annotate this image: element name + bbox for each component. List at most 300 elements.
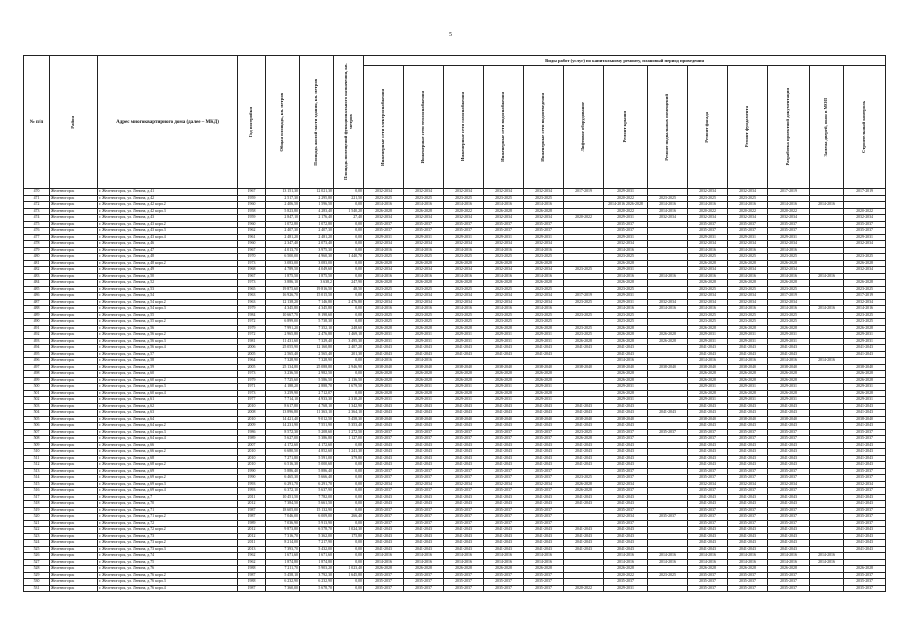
row-work-period: 2032-2034 — [404, 299, 444, 306]
row-work-period: 2035-2037 — [844, 572, 886, 579]
row-year: 1960 — [238, 221, 266, 228]
row-work-period: 2041-2043 — [524, 410, 564, 417]
row-work-period: 2029-2031 — [728, 234, 768, 241]
row-work-period: 2026-2028 — [484, 371, 524, 378]
row-work-period: 2029-2031 — [444, 384, 484, 391]
row-district: Железногорск — [50, 345, 98, 352]
row-work-period: 2014-2016 — [688, 202, 728, 209]
row-number: 478 — [24, 241, 50, 248]
row-address: г. Железногорск, ул. Ленина, д.71 корп.2 — [98, 514, 238, 521]
row-work-period: 2035-2037 — [364, 436, 404, 443]
row-living-area: 15 015,50 — [300, 293, 334, 300]
row-work-period: 2035-2037 — [728, 475, 768, 482]
row-total-area: 2 481,20 — [266, 234, 300, 241]
row-work-period: 2032-2034 — [484, 215, 524, 222]
row-work-period: 2014-2016 — [444, 247, 484, 254]
row-year: 1960 — [238, 241, 266, 248]
row-work-period: 2014-2016 — [648, 553, 688, 560]
row-nonresidential-area: 0,00 — [334, 540, 364, 547]
row-work-period: 2041-2043 — [364, 455, 404, 462]
row-work-period: 2032-2034 — [404, 241, 444, 248]
row-nonresidential-area: 1 023,40 — [334, 566, 364, 573]
row-work-period: 2014-2016 — [810, 559, 844, 566]
row-district: Железногорск — [50, 540, 98, 547]
row-year: 1972 — [238, 319, 266, 326]
row-living-area: 6 009,00 — [300, 514, 334, 521]
row-living-area: 5 386,80 — [300, 436, 334, 443]
row-total-area: 7 725,60 — [266, 377, 300, 384]
row-work-period: 2041-2043 — [524, 345, 564, 352]
row-work-period: 2035-2037 — [364, 488, 404, 495]
row-work-period: 2041-2043 — [688, 462, 728, 469]
row-nonresidential-area: 2 476,80 — [334, 299, 364, 306]
row-year: 1967 — [238, 189, 266, 196]
row-district: Железногорск — [50, 397, 98, 404]
row-work-period: 2014-2016 — [524, 559, 564, 566]
row-work-period: 2035-2037 — [844, 488, 886, 495]
row-work-period: 2035-2037 — [688, 520, 728, 527]
row-address: г. Железногорск, ул. Ленина, д.62 — [98, 403, 238, 410]
row-work-period: 2026-2028 — [688, 280, 728, 287]
row-work-period: 2020-2022 — [604, 208, 648, 215]
row-year: 1984 — [238, 312, 266, 319]
row-nonresidential-area: 0,00 — [334, 553, 364, 560]
row-work-period: 2041-2043 — [364, 540, 404, 547]
row-work-period: 2038-2040 — [648, 364, 688, 371]
row-number: 515 — [24, 481, 50, 488]
row-work-period: 2026-2028 — [604, 260, 648, 267]
row-work-period: 2035-2037 — [688, 436, 728, 443]
row-work-period: 2041-2043 — [364, 345, 404, 352]
row-work-period: 2041-2043 — [688, 442, 728, 449]
row-living-area: 6 232,90 — [300, 579, 334, 586]
row-work-period: 2032-2034 — [444, 189, 484, 196]
row-year: 2012 — [238, 533, 266, 540]
row-work-period: 2035-2037 — [364, 429, 404, 436]
row-work-period: 2041-2043 — [604, 423, 648, 430]
row-work-period: 2041-2043 — [444, 423, 484, 430]
row-work-period: 2029-2031 — [844, 332, 886, 339]
row-work-period: 2026-2028 — [524, 280, 564, 287]
row-year: 1977 — [238, 397, 266, 404]
row-total-area: 8 214,00 — [266, 540, 300, 547]
row-work-period: 2029-2031 — [484, 384, 524, 391]
row-work-period: 2026-2028 — [404, 280, 444, 287]
row-number: 484 — [24, 280, 50, 287]
row-year: 1958 — [238, 208, 266, 215]
row-year: 1961 — [238, 234, 266, 241]
row-work-period: 2017-2019 — [844, 189, 886, 196]
row-work-period: 2029-2031 — [404, 234, 444, 241]
row-work-period: 2032-2034 — [524, 481, 564, 488]
row-work-period: 2026-2028 — [364, 208, 404, 215]
row-total-area: 7 714,10 — [266, 397, 300, 404]
row-work-period: 2032-2034 — [844, 241, 886, 248]
row-living-area: 5 886,40 — [300, 468, 334, 475]
row-work-period: 2035-2037 — [484, 221, 524, 228]
row-work-period: 2023-2025 — [444, 195, 484, 202]
row-total-area: 4 013,70 — [266, 247, 300, 254]
row-work-period: 2029-2031 — [364, 332, 404, 339]
row-work-period: 2023-2025 — [768, 286, 810, 293]
row-work-period: 2041-2043 — [688, 345, 728, 352]
row-work-period: 2035-2037 — [728, 514, 768, 521]
row-work-period: 2020-2022 — [728, 208, 768, 215]
row-work-period: 2035-2037 — [444, 507, 484, 514]
row-work-period: 2026-2028 — [844, 280, 886, 287]
row-work-period: 2029-2031 — [484, 338, 524, 345]
row-nonresidential-area: 1 127,00 — [334, 436, 364, 443]
row-work-period: 2023-2025 — [524, 195, 564, 202]
row-work-period: 2026-2028 — [484, 280, 524, 287]
row-address: г. Железногорск, ул. Ленина, д.56 — [98, 325, 238, 332]
row-work-period: 2026-2028 — [728, 260, 768, 267]
row-work-period: 2014-2016 2026-2028 — [604, 202, 648, 209]
row-work-period: 2014-2016 — [768, 247, 810, 254]
row-year: 1987 — [238, 514, 266, 521]
row-work-period: 2035-2037 — [768, 429, 810, 436]
row-work-period: 2035-2037 — [768, 488, 810, 495]
row-district: Железногорск — [50, 416, 98, 423]
row-district: Железногорск — [50, 514, 98, 521]
row-nonresidential-area: 48,50 — [334, 286, 364, 293]
row-work-period: 2038-2040 — [604, 364, 648, 371]
row-work-period: 2041-2043 — [844, 455, 886, 462]
row-work-period: 2041-2043 — [444, 494, 484, 501]
row-work-period: 2026-2028 — [564, 436, 604, 443]
row-total-area: 13 151,30 — [266, 189, 300, 196]
row-work-period: 2041-2043 — [768, 351, 810, 358]
row-work-period: 2035-2037 — [768, 507, 810, 514]
row-district: Железногорск — [50, 455, 98, 462]
row-work-period: 2026-2028 — [564, 481, 604, 488]
row-address: г. Железногорск, ул. Ленина, д.42 корп.3 — [98, 208, 238, 215]
row-work-period: 2014-2016 — [768, 553, 810, 560]
row-address: г. Железногорск, ул. Ленина, д.73 корп.2 — [98, 540, 238, 547]
row-work-period: 2029-2031 — [844, 338, 886, 345]
row-work-period: 2032-2034 — [688, 267, 728, 274]
row-address: г. Железногорск, ул. Ленина, д.69 — [98, 468, 238, 475]
row-work-period: 2041-2043 — [604, 527, 648, 534]
row-work-period: 2041-2043 — [484, 442, 524, 449]
row-nonresidential-area: 0,00 — [334, 358, 364, 365]
row-work-period: 2026-2028 — [604, 377, 648, 384]
row-work-period: 2026-2028 — [524, 566, 564, 573]
row-work-period: 2041-2043 — [768, 403, 810, 410]
row-work-period: 2035-2037 — [444, 488, 484, 495]
row-work-period: 2026-2028 — [444, 260, 484, 267]
row-work-period: 2017-2019 — [844, 293, 886, 300]
row-nonresidential-area: 5 458,30 — [334, 416, 364, 423]
row-work-period: 2041-2043 — [844, 345, 886, 352]
row-work-period: 2029-2031 — [768, 397, 810, 404]
row-work-period: 2023-2025 — [728, 195, 768, 202]
row-work-period: 2023-2025 — [604, 286, 648, 293]
row-work-period: 2014-2016 — [444, 553, 484, 560]
row-district: Железногорск — [50, 403, 98, 410]
row-address: г. Железногорск, ул. Ленина, д.74 — [98, 553, 238, 560]
row-work-period: 2038-2040 — [564, 364, 604, 371]
row-work-period: 2026-2028 — [404, 390, 444, 397]
row-total-area: 7 046,00 — [266, 514, 300, 521]
row-work-period: 2041-2043 — [844, 403, 886, 410]
row-living-area: 3 975,30 — [300, 247, 334, 254]
row-work-period: 2041-2043 — [728, 501, 768, 508]
row-district: Железногорск — [50, 254, 98, 261]
row-work-period: 2014-2016 — [364, 559, 404, 566]
row-work-period: 2023-2025 — [768, 312, 810, 319]
row-work-period: 2026-2028 — [524, 325, 564, 332]
row-work-period: 2041-2043 — [728, 345, 768, 352]
row-year: 1962 — [238, 228, 266, 235]
row-total-area: 6 899,00 — [266, 319, 300, 326]
row-total-area: 6 500,00 — [266, 254, 300, 261]
row-work-period: 2026-2028 — [404, 260, 444, 267]
row-work-period: 2035-2037 — [524, 436, 564, 443]
row-work-period: 2029-2031 — [404, 338, 444, 345]
row-work-period: 2026-2028 — [404, 208, 444, 215]
row-work-period: 2014-2016 — [604, 273, 648, 280]
row-work-period: 2041-2043 — [688, 351, 728, 358]
row-work-period: 2032-2034 — [484, 267, 524, 274]
row-address: г. Железногорск, ул. Ленина, д.68 корп.2 — [98, 462, 238, 469]
row-nonresidential-area: 0,00 — [334, 481, 364, 488]
row-number: 526 — [24, 553, 50, 560]
row-work-period: 2038-2040 — [688, 364, 728, 371]
row-total-area: 7 991,20 — [266, 325, 300, 332]
row-work-period: 2041-2043 — [444, 501, 484, 508]
row-number: 485 — [24, 286, 50, 293]
row-work-period: 2032-2034 — [688, 189, 728, 196]
row-work-period: 2014-2016 — [404, 553, 444, 560]
row-work-period: 2035-2037 — [728, 579, 768, 586]
row-work-period: 2041-2043 — [564, 546, 604, 553]
row-district: Железногорск — [50, 371, 98, 378]
row-work-period: 2032-2034 — [648, 215, 688, 222]
row-work-period: 2035-2037 — [688, 488, 728, 495]
row-address: г. Железногорск, ул. Ленина, д.7 — [98, 494, 238, 501]
row-number: 505 — [24, 416, 50, 423]
row-work-period: 2020-2022 — [564, 215, 604, 222]
row-work-period: 2035-2037 — [404, 488, 444, 495]
row-work-period: 2035-2037 — [364, 228, 404, 235]
row-work-period: 2029-2031 — [524, 384, 564, 391]
row-work-period: 2041-2043 — [524, 501, 564, 508]
row-living-area: 4 933,30 — [300, 397, 334, 404]
row-work-period: 2035-2037 — [444, 572, 484, 579]
row-living-area: 5 000,60 — [300, 462, 334, 469]
row-total-area: 19 875,60 — [266, 286, 300, 293]
row-district: Железногорск — [50, 325, 98, 332]
row-year: 1962 — [238, 559, 266, 566]
row-work-period: 2035-2037 — [728, 572, 768, 579]
row-address: г. Железногорск, ул. Ленина, д.69 корп.4 — [98, 488, 238, 495]
row-district: Железногорск — [50, 481, 98, 488]
row-year: 2010 — [238, 455, 266, 462]
row-work-period: 2032-2034 — [768, 481, 810, 488]
row-work-period: 2041-2043 — [484, 533, 524, 540]
row-work-period: 2026-2028 — [524, 208, 564, 215]
row-work-period: 2041-2043 — [688, 455, 728, 462]
row-number: 517 — [24, 494, 50, 501]
row-work-period: 2014-2016 — [484, 306, 524, 313]
row-total-area: 13 896,80 — [266, 410, 300, 417]
row-work-period: 2014-2016 — [444, 559, 484, 566]
row-address: г. Железногорск, ул. Ленина, д.60 корп.4 — [98, 390, 238, 397]
row-work-period: 2014-2016 — [688, 247, 728, 254]
row-total-area: 4 172,60 — [266, 442, 300, 449]
row-number: 477 — [24, 234, 50, 241]
row-work-period: 2023-2025 — [728, 312, 768, 319]
row-work-period: 2026-2028 — [364, 390, 404, 397]
row-work-period: 2041-2043 — [404, 442, 444, 449]
row-work-period: 2026-2028 — [844, 390, 886, 397]
row-work-period: 2014-2016 — [404, 358, 444, 365]
row-work-period: 2035-2037 — [444, 468, 484, 475]
row-work-period: 2029-2031 — [524, 338, 564, 345]
row-work-period: 2023-2025 — [364, 319, 404, 326]
row-work-period: 2041-2043 — [404, 403, 444, 410]
row-work-period: 2041-2043 — [768, 345, 810, 352]
row-work-period: 2035-2037 — [604, 436, 648, 443]
row-total-area: 8 572,30 — [266, 429, 300, 436]
row-work-period: 2014-2016 — [484, 273, 524, 280]
row-address: г. Железногорск, ул. Ленина, д.56 корп.2 — [98, 332, 238, 339]
row-number: 501 — [24, 390, 50, 397]
row-address: г. Железногорск, ул. Ленина, д.73 корп.3 — [98, 546, 238, 553]
row-work-period: 2035-2037 — [728, 228, 768, 235]
row-work-period: 2014-2016 — [364, 358, 404, 365]
row-year: 1972 — [238, 332, 266, 339]
row-work-period: 2041-2043 — [604, 462, 648, 469]
row-work-period: 2035-2037 — [844, 221, 886, 228]
row-living-area: 5 913,90 — [300, 520, 334, 527]
row-work-period: 2023-2025 — [564, 267, 604, 274]
row-number: 488 — [24, 306, 50, 313]
row-work-period: 2026-2028 — [364, 260, 404, 267]
row-number: 522 — [24, 527, 50, 534]
row-work-period: 2035-2037 — [444, 228, 484, 235]
row-work-period: 2014-2016 — [728, 202, 768, 209]
row-work-period: 2032-2034 — [404, 293, 444, 300]
row-number: 519 — [24, 507, 50, 514]
row-nonresidential-area: 0,00 — [334, 559, 364, 566]
row-year: 1988 — [238, 579, 266, 586]
row-work-period: 2032-2034 — [728, 299, 768, 306]
row-work-period: 2026-2028 — [728, 280, 768, 287]
row-work-period: 2035-2037 — [768, 475, 810, 482]
row-work-period: 2035-2037 — [524, 488, 564, 495]
row-total-area: 2 406,50 — [266, 202, 300, 209]
row-work-period: 2041-2043 — [688, 449, 728, 456]
row-living-area: 7 551,90 — [300, 423, 334, 430]
row-nonresidential-area: 0,00 — [334, 306, 364, 313]
row-work-period: 2041-2043 — [524, 462, 564, 469]
row-work-period: 2041-2043 — [524, 533, 564, 540]
row-district: Железногорск — [50, 338, 98, 345]
row-nonresidential-area: 1 342,90 — [334, 403, 364, 410]
row-total-area: 2 565,40 — [266, 351, 300, 358]
row-work-period: 2023-2025 — [564, 475, 604, 482]
row-address: г. Железногорск, ул. Ленина, д.42 корп.2 — [98, 202, 238, 209]
row-year: 1973 — [238, 280, 266, 287]
row-work-period: 2041-2043 — [484, 501, 524, 508]
row-year: 1967 — [238, 247, 266, 254]
row-work-period: 2014-2016 — [648, 559, 688, 566]
row-work-period: 2041-2043 — [364, 403, 404, 410]
row-work-period: 2029-2031 — [688, 397, 728, 404]
row-number: 513 — [24, 468, 50, 475]
row-total-area: 7 271,80 — [266, 455, 300, 462]
row-work-period: 2014-2016 — [810, 202, 844, 209]
row-work-period: 2014-2016 — [844, 306, 886, 313]
row-living-area: 25 088,80 — [300, 364, 334, 371]
row-work-period: 2041-2043 — [564, 527, 604, 534]
row-address: г. Железногорск, ул. Ленина, д.64 корп.4 — [98, 436, 238, 443]
row-address: г. Железногорск, ул. Ленина, д.66 корп.2 — [98, 449, 238, 456]
row-work-period: 2026-2028 — [404, 566, 444, 573]
row-work-period: 2032-2034 — [484, 293, 524, 300]
row-work-period: 2032-2034 — [444, 299, 484, 306]
row-work-period: 2035-2037 — [444, 436, 484, 443]
row-work-period: 2029-2031 — [844, 397, 886, 404]
row-work-period: 2035-2037 — [768, 520, 810, 527]
row-work-period: 2041-2043 — [404, 449, 444, 456]
row-work-period: 2035-2037 — [404, 585, 444, 592]
row-work-period: 2032-2034 — [404, 481, 444, 488]
row-total-area: 14 231,90 — [266, 423, 300, 430]
row-work-period: 2014-2016 — [810, 273, 844, 280]
row-work-period: 2035-2037 — [484, 585, 524, 592]
row-living-area: 5 432,00 — [300, 546, 334, 553]
row-work-period: 2041-2043 — [844, 533, 886, 540]
row-work-period: 2032-2034 — [688, 293, 728, 300]
row-total-area: 4 789,50 — [266, 267, 300, 274]
row-work-period: 2035-2037 — [768, 585, 810, 592]
row-work-period: 2029-2031 — [604, 234, 648, 241]
row-work-period: 2023-2025 — [404, 286, 444, 293]
row-work-period: 2020-2022 — [604, 195, 648, 202]
row-nonresidential-area: 1 440,70 — [334, 254, 364, 261]
row-work-period: 2029-2031 — [404, 397, 444, 404]
row-work-period: 2041-2043 — [484, 527, 524, 534]
row-work-period: 2041-2043 — [564, 403, 604, 410]
row-work-period: 2014-2016 — [524, 306, 564, 313]
row-address: г. Железногорск, ул. Ленина, д.72 — [98, 520, 238, 527]
row-address: г. Железногорск, ул. Ленина, д.50 — [98, 273, 238, 280]
row-work-period: 2041-2043 — [604, 442, 648, 449]
row-number: 527 — [24, 559, 50, 566]
row-year: 2005 — [238, 364, 266, 371]
row-year: 1987 — [238, 585, 266, 592]
row-total-area: 1 671,60 — [266, 553, 300, 560]
row-work-period: 2035-2037 — [604, 579, 648, 586]
row-living-area: 9 012,50 — [300, 416, 334, 423]
row-work-period: 2035-2037 — [404, 520, 444, 527]
row-work-period: 2038-2040 — [404, 364, 444, 371]
row-work-period: 2026-2028 — [688, 371, 728, 378]
row-work-period: 2041-2043 — [768, 442, 810, 449]
row-address: г. Железногорск, ул. Ленина, д.60 корп.3 — [98, 384, 238, 391]
row-work-period: 2035-2037 — [768, 221, 810, 228]
row-work-period: 2014-2016 — [768, 306, 810, 313]
row-living-area: 11 363,10 — [300, 410, 334, 417]
row-year: 1986 — [238, 429, 266, 436]
row-work-period: 2023-2025 — [844, 319, 886, 326]
row-district: Железногорск — [50, 423, 98, 430]
row-work-period: 2014-2016 — [604, 553, 648, 560]
row-work-period: 2041-2043 — [524, 423, 564, 430]
